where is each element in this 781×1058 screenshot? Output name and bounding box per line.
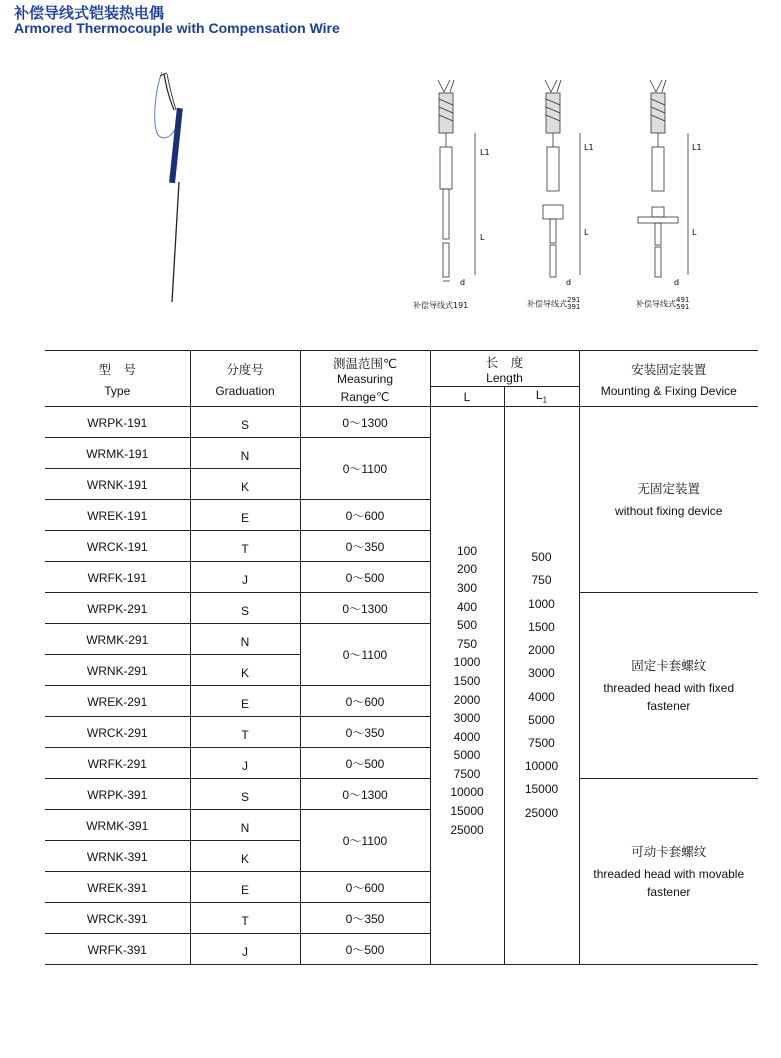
grad-cell: E [190,872,300,903]
type-cell: WRMK-291 [45,624,190,655]
L-value: 5000 [453,748,481,763]
drawing-caption-291-391 [527,297,580,311]
range-cell: 0～600 [300,500,430,531]
grad-cell: J [190,748,300,779]
mounting-cn: 可动卡套螺纹 [631,844,707,859]
header-grad-en: Graduation [215,383,275,398]
range-cell: 0～600 [300,872,430,903]
grad-cell: K [190,841,300,872]
L-values-cell [430,407,504,965]
type-cell: WRFK-391 [45,934,190,965]
header-range [300,351,430,407]
grad-cell: N [190,438,300,469]
grad-cell: N [190,624,300,655]
dim-d-label-3: d [674,278,680,287]
header-type-cn: 型 号 [98,361,136,377]
header-grad-cn: 分度号 [226,361,264,377]
type-cell: WRNK-191 [45,469,190,500]
dim-L-label-3: L [692,228,697,237]
header-mount-cn: 安装固定装置 [631,361,707,377]
grad-cell: K [190,655,300,686]
range-cell: 0～350 [300,531,430,562]
dim-L-label-2: L [584,228,589,237]
L1-value: 500 [531,550,552,565]
header-length-cn: 长 度 [485,354,524,370]
dim-L1-label-1: L1 [480,148,490,157]
mounting-en: without fixing device [615,504,723,518]
range-cell: 0～1300 [300,779,430,810]
range-cell: 0～1100 [300,624,430,686]
dim-L-label-1: L [480,233,485,242]
L-value: 15000 [450,804,484,819]
L-value: 4000 [453,729,481,744]
mounting-cell-fixed [579,593,758,779]
page-title-en: Armored Thermocouple with Compensation Wire [14,20,340,36]
type-cell: WRPK-391 [45,779,190,810]
type-cell: WREK-191 [45,500,190,531]
range-cell: 0～500 [300,748,430,779]
L1-value: 1000 [528,596,555,611]
L1-values-list [505,546,579,824]
header-mounting [579,351,758,407]
grad-cell: T [190,717,300,748]
type-cell: WRMK-391 [45,810,190,841]
L-value: 3000 [453,711,481,726]
L1-value: 15000 [524,782,559,797]
grad-cell: S [190,779,300,810]
header-graduation [190,351,300,407]
header-L1-text: L [535,388,543,403]
mounting-en-line2: fastener [647,699,691,713]
type-cell: WRFK-291 [45,748,190,779]
header-range-cn: 测温范围℃ [332,355,398,371]
type-cell: WRPK-291 [45,593,190,624]
type-cell: WRCK-391 [45,903,190,934]
mounting-cell-none [579,407,758,593]
L1-value: 2000 [528,643,555,658]
type-cell: WREK-291 [45,686,190,717]
spec-table [45,350,758,965]
mounting-cn: 固定卡套螺纹 [631,658,707,673]
caption-model-291: 291 [567,296,581,304]
type-cell: WRNK-291 [45,655,190,686]
L1-value: 10000 [524,759,559,774]
header-L1 [504,387,579,407]
type-cell: WRFK-191 [45,562,190,593]
grad-cell: J [190,934,300,965]
header-type [45,351,190,407]
caption-model-591: 591 [676,303,690,311]
caption-prefix: 补偿导线式 [527,299,567,309]
mounting-en-line2: fastener [647,885,691,899]
L-value: 500 [456,618,478,633]
type-cell: WRCK-191 [45,531,190,562]
type-cell: WRMK-191 [45,438,190,469]
header-range-en1: Measuring [336,371,394,386]
dim-d-label-1: d [460,278,466,287]
header-mount-en: Mounting & Fixing Device [600,383,737,398]
range-cell: 0～350 [300,903,430,934]
caption-model-491: 491 [676,296,690,304]
caption-model-391: 391 [567,303,581,311]
range-cell: 0～350 [300,717,430,748]
header-type-en: Type [104,383,131,398]
drawing-caption-191: 补偿导线式191 [413,301,469,310]
L1-value: 25000 [524,805,559,820]
L-values-list [431,542,504,840]
L-value: 2000 [453,692,481,707]
L-value: 25000 [450,822,484,837]
header-L: L [430,387,504,407]
L-value: 750 [456,636,478,651]
L1-value: 750 [531,573,552,588]
type-cell: WREK-391 [45,872,190,903]
range-cell: 0～500 [300,562,430,593]
L1-value: 7500 [528,735,555,750]
type-cell: WRPK-191 [45,407,190,438]
L-value: 300 [456,580,478,595]
type-cell: WRCK-291 [45,717,190,748]
dim-L1-label-2: L1 [584,143,594,152]
grad-cell: K [190,469,300,500]
L1-value: 3000 [528,666,555,681]
L1-values-cell [504,407,579,965]
grad-cell: N [190,810,300,841]
L-value: 200 [456,562,478,577]
L1-value: 5000 [528,712,555,727]
grad-cell: S [190,407,300,438]
L1-value: 4000 [528,689,555,704]
L-value: 400 [456,599,478,614]
L-value: 1500 [453,673,481,688]
range-cell: 0～1300 [300,407,430,438]
range-cell: 0～1100 [300,438,430,500]
mounting-cn: 无固定装置 [637,481,700,496]
header-L1-subscript: 1 [542,395,548,405]
header-length [430,351,579,387]
product-photo [150,70,210,305]
header-length-en: Length [486,370,523,385]
L-value: 10000 [450,785,484,800]
mounting-cell-movable [579,779,758,965]
grad-cell: T [190,531,300,562]
L-value: 100 [456,543,478,558]
L-value: 1000 [453,655,481,670]
dimension-drawings [400,75,740,320]
grad-cell: E [190,686,300,717]
range-cell: 0～500 [300,934,430,965]
range-cell: 0～1300 [300,593,430,624]
L1-value: 1500 [528,619,555,634]
range-cell: 0～1100 [300,810,430,872]
grad-cell: S [190,593,300,624]
grad-cell: T [190,903,300,934]
caption-prefix: 补偿导线式 [636,299,676,309]
mounting-en-line1: threaded head with fixed [603,681,735,695]
drawing-caption-491-591 [636,297,689,311]
L-value: 7500 [453,766,481,781]
mounting-en-line1: threaded head with movable [593,867,745,881]
header-range-en2: Range℃ [340,389,390,404]
page-title-cn: 补偿导线式铠装热电偶 [14,4,165,22]
dim-d-label-2: d [566,278,572,287]
range-cell: 0～600 [300,686,430,717]
grad-cell: J [190,562,300,593]
grad-cell: E [190,500,300,531]
dim-L1-label-3: L1 [692,143,702,152]
type-cell: WRNK-391 [45,841,190,872]
